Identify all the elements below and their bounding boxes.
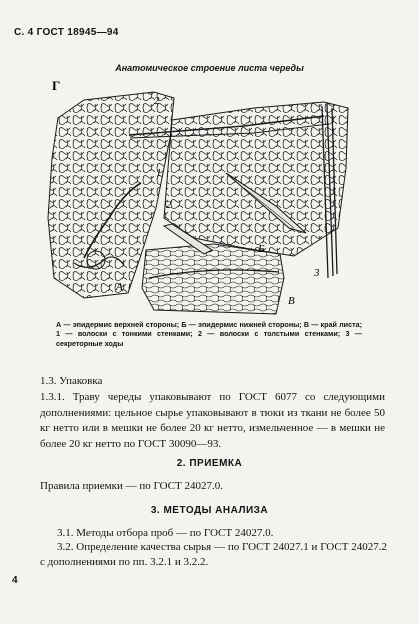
label-v: В xyxy=(288,295,295,307)
label-2-top: 2 xyxy=(154,95,160,107)
section-2-heading: 2. ПРИЕМКА xyxy=(176,458,243,469)
section-1-3-1-text: 1.3.1. Траву череды упаковывают по ГОСТ 6077 со следующими дополнениями: цельное сырье упаковывают в тюки из ткани не более 50 кг нетто или в мешки не более 20 кг нетто, измельченное — в мешки не более 20 кг нетто по ГОСТ 30090—93. xyxy=(40,391,385,450)
figure-title: Анатомическое строение листа череды xyxy=(115,63,304,73)
label-b: Б xyxy=(258,243,265,255)
section-2-text: Правила приемки — по ГОСТ 24027.0. xyxy=(40,480,223,492)
section-3-1-text: 3.1. Методы отбора проб — по ГОСТ 24027.0. xyxy=(57,527,274,539)
section-3-2-text: 3.2. Определение качества сырья — по ГОСТ 24027.1 и ГОСТ 24027.2 с дополнениями по пп. 3.2.1 и 3.2.2. xyxy=(40,541,387,568)
page-number: 4 xyxy=(12,575,18,586)
page-header: С. 4 ГОСТ 18945—94 xyxy=(14,27,119,38)
label-3: 3 xyxy=(314,267,320,279)
label-a: А xyxy=(116,281,123,293)
label-g: Г xyxy=(52,78,61,93)
section-3-heading: 3. МЕТОДЫ АНАЛИЗА xyxy=(150,505,269,516)
leaf-anatomy-figure xyxy=(44,78,364,316)
figure-caption: А — эпидермис верхней стороны; Б — эпидермис нижней стороны; В — край листа; 1 — волоски с тонкими стенками; 2 — волоски с толстыми стенками; 3 — секреторные ходы xyxy=(56,320,362,348)
label-2-mid: 2 xyxy=(166,199,172,211)
label-1: 1 xyxy=(156,167,162,179)
section-1-3-heading: 1.3. Упаковка xyxy=(40,375,103,387)
